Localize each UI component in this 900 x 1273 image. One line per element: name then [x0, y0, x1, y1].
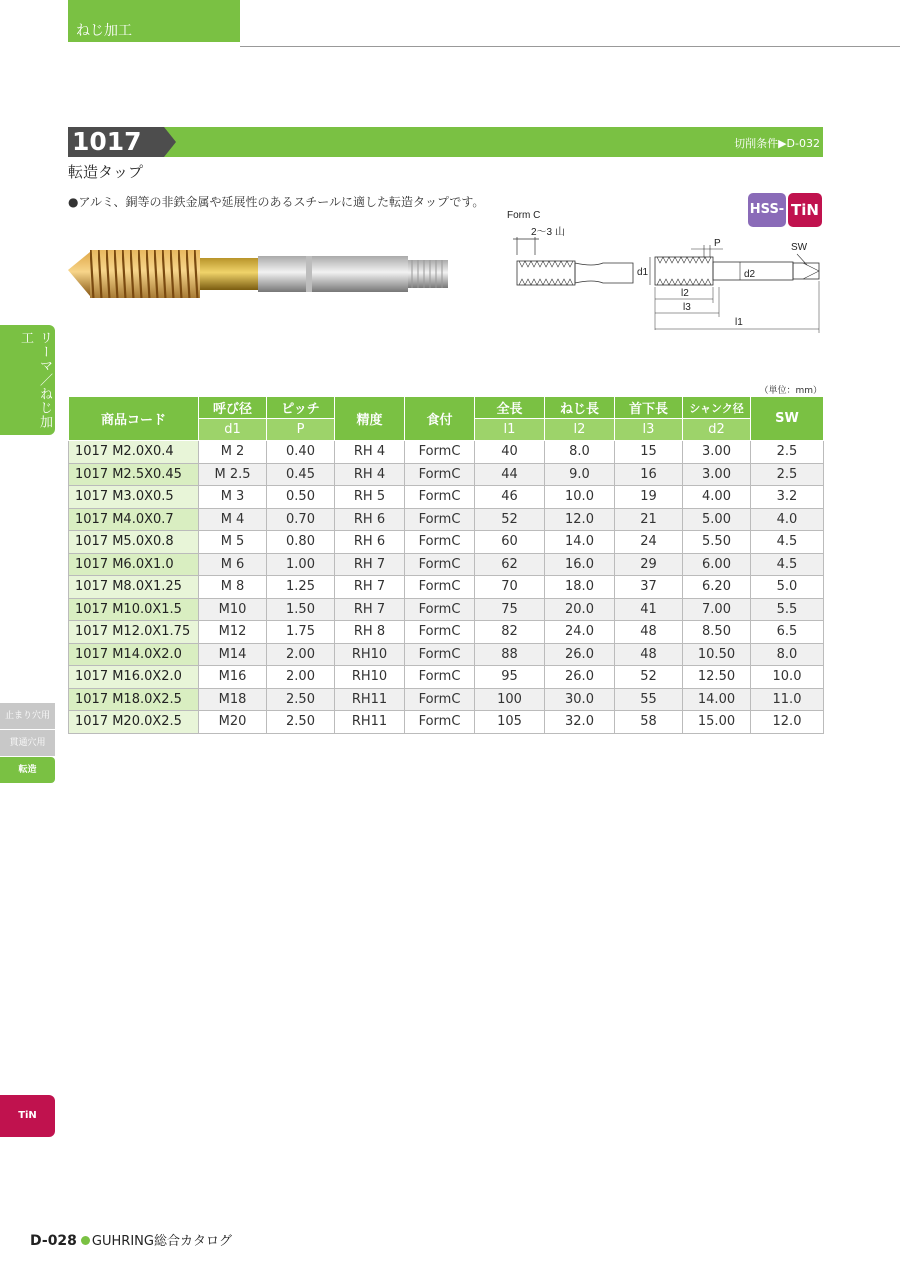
product-code-cell: 1017 M14.0X2.0 [69, 643, 199, 666]
d1-label: d1 [637, 267, 649, 278]
table-cell: FormC [405, 441, 475, 464]
product-description: ●アルミ、銅等の非鉄金属や延展性のあるスチールに適した転造タップです。 [68, 195, 485, 209]
col-tolerance: 精度 [335, 397, 405, 441]
table-cell: 95 [475, 666, 545, 689]
table-cell: FormC [405, 598, 475, 621]
table-cell: 2.5 [751, 463, 824, 486]
table-cell: 5.00 [683, 508, 751, 531]
table-cell: 1.25 [267, 576, 335, 599]
table-cell: 48 [615, 643, 683, 666]
col-nominal: 呼び径 [199, 397, 267, 419]
table-cell: 6.20 [683, 576, 751, 599]
form-label: Form C [507, 210, 541, 221]
pitch-label: P [714, 238, 721, 249]
sw-label: SW [791, 242, 808, 253]
table-row [69, 643, 824, 666]
table-cell: RH 4 [335, 463, 405, 486]
table-row [69, 463, 824, 486]
sidebar-item-forming[interactable]: 転造 [0, 757, 55, 783]
col-product-code: 商品コード [69, 397, 199, 441]
table-cell: 105 [475, 711, 545, 734]
table-row [69, 711, 824, 734]
sidebar-item-through-hole[interactable]: 貫通穴用 [0, 730, 55, 756]
title-bar [68, 127, 823, 157]
table-cell: 4.00 [683, 486, 751, 509]
table-cell: 7.00 [683, 598, 751, 621]
table-cell: 3.00 [683, 463, 751, 486]
table-cell: FormC [405, 576, 475, 599]
table-cell: FormC [405, 621, 475, 644]
table-cell: 0.40 [267, 441, 335, 464]
table-cell: 2.50 [267, 711, 335, 734]
l2-label: l2 [681, 288, 689, 299]
table-cell: 70 [475, 576, 545, 599]
table-cell: 52 [475, 508, 545, 531]
l3-label: l3 [683, 302, 691, 313]
table-cell: 15.00 [683, 711, 751, 734]
table-cell: RH 5 [335, 486, 405, 509]
sub-d2: d2 [683, 419, 751, 441]
table-cell: M 2.5 [199, 463, 267, 486]
spec-table [68, 396, 824, 734]
table-cell: FormC [405, 486, 475, 509]
table-cell: 44 [475, 463, 545, 486]
product-code-cell: 1017 M5.0X0.8 [69, 531, 199, 554]
sub-d1: d1 [199, 419, 267, 441]
col-pitch: ピッチ [267, 397, 335, 419]
table-cell: M10 [199, 598, 267, 621]
catalog-name: GUHRING総合カタログ [91, 1234, 232, 1249]
tap-photo [66, 240, 456, 308]
table-cell: M 2 [199, 441, 267, 464]
table-cell: M16 [199, 666, 267, 689]
table-cell: 5.5 [751, 598, 824, 621]
table-cell: 75 [475, 598, 545, 621]
table-cell: 1.00 [267, 553, 335, 576]
table-cell: RH 7 [335, 598, 405, 621]
col-total-length: 全長 [475, 397, 545, 419]
table-cell: M18 [199, 688, 267, 711]
table-row [69, 621, 824, 644]
table-cell: M 4 [199, 508, 267, 531]
table-cell: 0.70 [267, 508, 335, 531]
table-cell: 58 [615, 711, 683, 734]
table-cell: 30.0 [545, 688, 615, 711]
title-arrow [164, 127, 176, 157]
table-cell: 88 [475, 643, 545, 666]
product-code-cell: 1017 M10.0X1.5 [69, 598, 199, 621]
table-cell: 2.50 [267, 688, 335, 711]
table-cell: M20 [199, 711, 267, 734]
sub-l3: l3 [615, 419, 683, 441]
product-code-cell: 1017 M4.0X0.7 [69, 508, 199, 531]
table-cell: M 6 [199, 553, 267, 576]
table-row [69, 441, 824, 464]
table-cell: M12 [199, 621, 267, 644]
table-row [69, 576, 824, 599]
col-neck-length: 首下長 [615, 397, 683, 419]
table-cell: 55 [615, 688, 683, 711]
sub-p: P [267, 419, 335, 441]
table-cell: 82 [475, 621, 545, 644]
table-cell: 4.5 [751, 553, 824, 576]
table-cell: RH 7 [335, 553, 405, 576]
table-row [69, 666, 824, 689]
product-code-cell: 1017 M3.0X0.5 [69, 486, 199, 509]
sidebar-coating-tab[interactable]: TiN [0, 1095, 55, 1137]
table-cell: RH11 [335, 688, 405, 711]
table-cell: 16 [615, 463, 683, 486]
table-cell: 37 [615, 576, 683, 599]
section-tab [68, 0, 240, 42]
table-cell: 0.45 [267, 463, 335, 486]
table-cell: 12.0 [751, 711, 824, 734]
table-row [69, 486, 824, 509]
table-cell: 20.0 [545, 598, 615, 621]
table-cell: FormC [405, 711, 475, 734]
table-cell: 4.0 [751, 508, 824, 531]
cutting-conditions-link[interactable]: 切削条件▶D-032 [734, 137, 820, 150]
table-cell: 52 [615, 666, 683, 689]
table-cell: 8.50 [683, 621, 751, 644]
product-code-cell: 1017 M2.0X0.4 [69, 441, 199, 464]
sidebar-main-tab[interactable] [0, 325, 55, 435]
table-cell: 10.0 [545, 486, 615, 509]
section-title: ねじ加工 [76, 23, 132, 39]
l1-label: l1 [735, 317, 743, 328]
table-cell: M 5 [199, 531, 267, 554]
table-cell: 29 [615, 553, 683, 576]
page-number: D-028 [30, 1233, 77, 1249]
table-cell: 60 [475, 531, 545, 554]
product-code-cell: 1017 M2.5X0.45 [69, 463, 199, 486]
table-row [69, 508, 824, 531]
product-number: 1017 [68, 127, 164, 157]
table-cell: 9.0 [545, 463, 615, 486]
product-code-cell: 1017 M18.0X2.5 [69, 688, 199, 711]
table-cell: 4.5 [751, 531, 824, 554]
table-cell: 46 [475, 486, 545, 509]
table-cell: 1.75 [267, 621, 335, 644]
table-cell: 0.80 [267, 531, 335, 554]
table-cell: RH 6 [335, 508, 405, 531]
header-rule [240, 46, 900, 47]
table-cell: RH10 [335, 666, 405, 689]
table-cell: 15 [615, 441, 683, 464]
table-cell: 40 [475, 441, 545, 464]
table-cell: 2.00 [267, 666, 335, 689]
table-cell: 14.0 [545, 531, 615, 554]
table-cell: M14 [199, 643, 267, 666]
table-cell: M 8 [199, 576, 267, 599]
table-cell: 3.2 [751, 486, 824, 509]
table-cell: 12.50 [683, 666, 751, 689]
table-cell: 14.00 [683, 688, 751, 711]
table-cell: 21 [615, 508, 683, 531]
table-cell: 3.00 [683, 441, 751, 464]
table-cell: 100 [475, 688, 545, 711]
product-code-cell: 1017 M6.0X1.0 [69, 553, 199, 576]
table-cell: 10.0 [751, 666, 824, 689]
table-cell: RH 6 [335, 531, 405, 554]
table-cell: RH10 [335, 643, 405, 666]
tin-badge: TiN [788, 193, 822, 227]
footer-dot-icon [81, 1236, 90, 1245]
sidebar-item-blind-hole[interactable]: 止まり穴用 [0, 703, 55, 729]
table-cell: 5.50 [683, 531, 751, 554]
unit-note: （単位：mm） [759, 386, 822, 396]
table-row [69, 688, 824, 711]
col-thread-length: ねじ長 [545, 397, 615, 419]
col-chamfer: 食付 [405, 397, 475, 441]
table-cell: 11.0 [751, 688, 824, 711]
d2-label: d2 [744, 269, 756, 280]
table-cell: 18.0 [545, 576, 615, 599]
table-cell: 6.5 [751, 621, 824, 644]
sub-l1: l1 [475, 419, 545, 441]
table-cell: FormC [405, 508, 475, 531]
table-cell: 41 [615, 598, 683, 621]
table-cell: 32.0 [545, 711, 615, 734]
table-cell: 5.0 [751, 576, 824, 599]
table-cell: FormC [405, 688, 475, 711]
product-code-cell: 1017 M12.0X1.75 [69, 621, 199, 644]
table-cell: 8.0 [751, 643, 824, 666]
table-cell: RH 4 [335, 441, 405, 464]
table-cell: 26.0 [545, 643, 615, 666]
table-cell: 12.0 [545, 508, 615, 531]
product-name: 転造タップ [68, 163, 144, 181]
technical-drawing [495, 205, 830, 335]
sub-l2: l2 [545, 419, 615, 441]
table-cell: 48 [615, 621, 683, 644]
table-cell: FormC [405, 531, 475, 554]
table-cell: 10.50 [683, 643, 751, 666]
table-row [69, 553, 824, 576]
table-row [69, 531, 824, 554]
table-cell: 6.00 [683, 553, 751, 576]
table-cell: RH 7 [335, 576, 405, 599]
table-row [69, 598, 824, 621]
table-cell: 2.00 [267, 643, 335, 666]
table-cell: 0.50 [267, 486, 335, 509]
table-cell: FormC [405, 463, 475, 486]
table-cell: 2.5 [751, 441, 824, 464]
footer [30, 1230, 232, 1249]
table-cell: RH11 [335, 711, 405, 734]
table-cell: FormC [405, 643, 475, 666]
table-cell: 8.0 [545, 441, 615, 464]
col-shank: シャンク径 [683, 397, 751, 419]
product-code-cell: 1017 M20.0X2.5 [69, 711, 199, 734]
product-code-cell: 1017 M8.0X1.25 [69, 576, 199, 599]
chamfer-label: 2〜3 山 [531, 227, 565, 238]
spec-table-body [69, 441, 824, 734]
table-cell: 19 [615, 486, 683, 509]
table-cell: RH 8 [335, 621, 405, 644]
table-cell: 16.0 [545, 553, 615, 576]
hss-e-badge: HSS-E [748, 193, 786, 227]
table-cell: 62 [475, 553, 545, 576]
sidebar-main-label: リーマ／ねじ加工 [18, 331, 52, 429]
table-cell: FormC [405, 666, 475, 689]
table-cell: 1.50 [267, 598, 335, 621]
table-cell: 26.0 [545, 666, 615, 689]
col-sw: SW [751, 397, 824, 441]
product-code-cell: 1017 M16.0X2.0 [69, 666, 199, 689]
table-cell: 24 [615, 531, 683, 554]
table-cell: FormC [405, 553, 475, 576]
table-cell: 24.0 [545, 621, 615, 644]
table-cell: M 3 [199, 486, 267, 509]
